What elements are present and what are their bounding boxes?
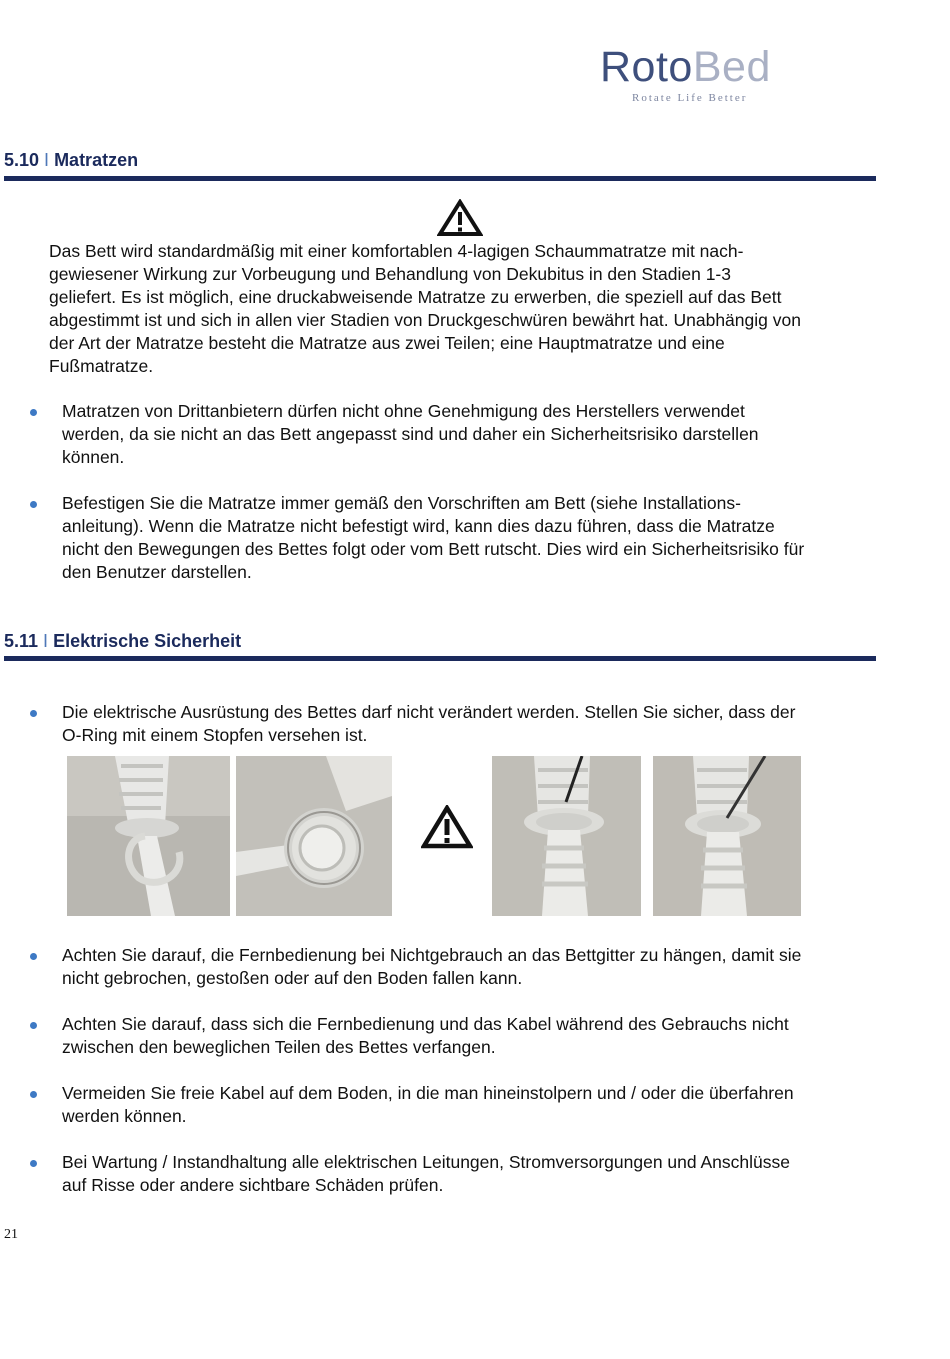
section-separator: I xyxy=(44,150,50,170)
bullet-line: Bei Wartung / Instandhaltung alle elektrischen Leitungen, Stromversorgungen und Anschlüsse xyxy=(62,1152,790,1172)
bullet-line: Befestigen Sie die Matratze immer gemäß den Vorschriften am Bett (siehe Installations- xyxy=(62,493,741,513)
bullet-line: den Benutzer darstellen. xyxy=(62,562,252,582)
section-rule xyxy=(4,176,876,181)
bullet-item xyxy=(30,492,900,584)
logo-wordmark xyxy=(600,44,800,90)
section-heading-5-10 xyxy=(4,150,138,171)
rotobed-logo xyxy=(600,44,800,104)
logo-roto: Roto xyxy=(600,43,693,91)
bullet-line: Achten Sie darauf, dass sich die Fernbedienung und das Kabel während des Gebrauchs nicht xyxy=(62,1014,789,1034)
bullet-dot xyxy=(30,710,37,717)
bullet-text xyxy=(62,1013,900,1059)
section-separator: I xyxy=(43,631,49,651)
bullet-text xyxy=(62,492,900,584)
bullet-line: nicht den Bewegungen des Bettes folgt oder vom Bett rutscht. Dies wird ein Sicherheitsrisiko für xyxy=(62,539,805,559)
paragraph-line: der Art der Matratze besteht die Matratze aus zwei Teilen; eine Hauptmatratze und eine xyxy=(49,333,725,353)
paragraph-line: abgestimmt ist und sich in allen vier Stadien von Druckgeschwüren bewährt hat. Unabhängig von xyxy=(49,310,801,330)
bullet-item xyxy=(30,1013,900,1059)
bullet-line: können. xyxy=(62,447,125,467)
intro-paragraph xyxy=(49,240,801,378)
paragraph-line: geliefert. Es ist möglich, eine druckabweisende Matratze zu erwerben, die speziell auf das Bett xyxy=(49,287,782,307)
section-heading-5-11 xyxy=(4,631,241,652)
bullet-dot xyxy=(30,1022,37,1029)
bullet-text xyxy=(62,944,900,990)
bullet-dot xyxy=(30,409,37,416)
warning-triangle-icon xyxy=(437,199,483,242)
bullet-line: werden können. xyxy=(62,1106,187,1126)
bullet-dot xyxy=(30,501,37,508)
bullet-item xyxy=(30,701,900,747)
section-number: 5.11 xyxy=(4,631,39,651)
logo-bed: Bed xyxy=(692,43,771,91)
bullet-line: Matratzen von Drittanbietern dürfen nicht ohne Genehmigung des Herstellers verwendet xyxy=(62,401,745,421)
logo-tagline: Rotate Life Better xyxy=(632,92,748,104)
bullet-dot xyxy=(30,953,37,960)
section-title: Matratzen xyxy=(54,150,139,170)
bullet-text xyxy=(62,701,900,747)
section-number: 5.10 xyxy=(4,150,40,170)
bullet-dot xyxy=(30,1091,37,1098)
bullet-line: Die elektrische Ausrüstung des Bettes darf nicht verändert werden. Stellen Sie sicher, dass der xyxy=(62,702,796,722)
section-title: Elektrische Sicherheit xyxy=(53,631,242,651)
bullet-item xyxy=(30,1151,900,1197)
section-rule xyxy=(4,656,876,661)
photo-cable-o-ring-open xyxy=(67,756,230,916)
page-number: 21 xyxy=(4,1227,18,1242)
bullet-line: anleitung). Wenn die Matratze nicht befestigt wird, kann dies dazu führen, dass die Matratze xyxy=(62,516,775,536)
bullet-item xyxy=(30,400,900,469)
bullet-text xyxy=(62,1082,900,1128)
bullet-dot xyxy=(30,1160,37,1167)
paragraph-line: gewiesener Wirkung zur Vorbeugung und Behandlung von Dekubitus in den Stadien 1-3 xyxy=(49,264,731,284)
bullet-line: werden, da sie nicht an das Bett angepasst sind und daher ein Sicherheitsrisiko darstellen xyxy=(62,424,759,444)
warning-triangle-icon xyxy=(421,805,473,854)
photo-cable-stopper-insert xyxy=(492,756,641,916)
paragraph-line: Das Bett wird standardmäßig mit einer komfortablen 4-lagigen Schaummatratze mit nach- xyxy=(49,241,744,261)
bullet-line: Vermeiden Sie freie Kabel auf dem Boden, in die man hineinstolpern und / oder die überfahren xyxy=(62,1083,794,1103)
bullet-text xyxy=(62,1151,900,1197)
bullet-item xyxy=(30,1082,900,1128)
bullet-line: O-Ring mit einem Stopfen versehen ist. xyxy=(62,725,368,745)
bullet-line: zwischen den beweglichen Teilen des Bettes verfangen. xyxy=(62,1037,496,1057)
bullet-text xyxy=(62,400,900,469)
bullet-item xyxy=(30,944,900,990)
bullet-line: nicht gebrochen, gestoßen oder auf den Boden fallen kann. xyxy=(62,968,523,988)
photo-cable-o-ring-mounted xyxy=(236,756,392,916)
bullet-line: Achten Sie darauf, die Fernbedienung bei Nichtgebrauch an das Bettgitter zu hängen, damit sie xyxy=(62,945,802,965)
paragraph-line: Fußmatratze. xyxy=(49,356,154,376)
bullet-line: auf Risse oder andere sichtbare Schäden prüfen. xyxy=(62,1175,444,1195)
photo-cable-stopper-tool xyxy=(653,756,801,916)
